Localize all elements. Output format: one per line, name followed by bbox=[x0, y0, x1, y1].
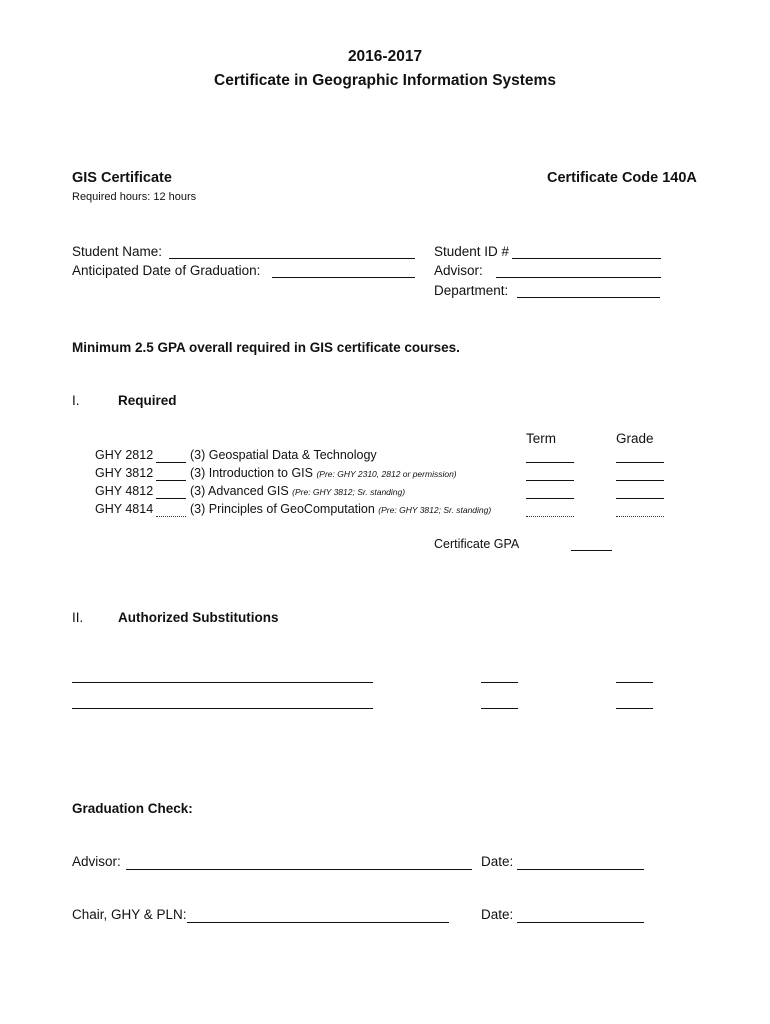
substitution-term-field[interactable] bbox=[481, 682, 518, 683]
student-name-label: Student Name: bbox=[72, 244, 163, 259]
chair-date-field[interactable] bbox=[517, 922, 644, 923]
student-id-label: Student ID # bbox=[434, 244, 510, 259]
gpa-requirement-note: Minimum 2.5 GPA overall required in GIS certificate courses. bbox=[72, 340, 460, 355]
section-substitutions-heading: Authorized Substitutions bbox=[118, 610, 279, 625]
certificate-gpa-label: Certificate GPA bbox=[434, 537, 520, 551]
course-check-field[interactable] bbox=[156, 516, 186, 517]
advisor-date-label: Date: bbox=[481, 854, 514, 869]
term-column-header: Term bbox=[526, 431, 556, 446]
course-code: GHY 4814 bbox=[95, 502, 154, 516]
section-two-numeral: II. bbox=[72, 610, 84, 625]
graduation-check-heading: Graduation Check: bbox=[72, 801, 193, 816]
grade-field[interactable] bbox=[616, 462, 664, 463]
course-title: (3) Geospatial Data & Technology bbox=[190, 448, 377, 462]
course-title: (3) Principles of GeoComputation (Pre: GHY 3812; Sr. standing) bbox=[190, 502, 492, 516]
section-one-numeral: I. bbox=[72, 393, 80, 408]
form-year: 2016-2017 bbox=[347, 48, 423, 65]
grade-field[interactable] bbox=[616, 498, 664, 499]
course-check-field[interactable] bbox=[156, 498, 186, 499]
advisor-date-field[interactable] bbox=[517, 869, 644, 870]
grade-column-header: Grade bbox=[616, 431, 654, 446]
chair-date-label: Date: bbox=[481, 907, 514, 922]
chair-signature-label: Chair, GHY & PLN: bbox=[72, 907, 187, 922]
graduation-date-field[interactable] bbox=[272, 277, 415, 278]
course-title: (3) Advanced GIS (Pre: GHY 3812; Sr. standing) bbox=[190, 484, 406, 498]
course-code: GHY 3812 bbox=[95, 466, 154, 480]
substitution-grade-field[interactable] bbox=[616, 708, 653, 709]
department-field[interactable] bbox=[517, 297, 660, 298]
advisor-label: Advisor: bbox=[434, 263, 483, 278]
advisor-field[interactable] bbox=[496, 277, 661, 278]
substitution-term-field[interactable] bbox=[481, 708, 518, 709]
grade-field[interactable] bbox=[616, 480, 664, 481]
term-field[interactable] bbox=[526, 516, 574, 517]
course-prerequisite: (Pre: GHY 2310, 2812 or permission) bbox=[316, 469, 457, 479]
course-prerequisite: (Pre: GHY 3812; Sr. standing) bbox=[378, 505, 492, 515]
graduation-date-label: Anticipated Date of Graduation: bbox=[72, 263, 261, 278]
certificate-code: Certificate Code 140A bbox=[547, 170, 697, 186]
required-hours: Required hours: 12 hours bbox=[72, 191, 197, 203]
course-code: GHY 4812 bbox=[95, 484, 154, 498]
course-prerequisite: (Pre: GHY 3812; Sr. standing) bbox=[292, 487, 406, 497]
substitution-grade-field[interactable] bbox=[616, 682, 653, 683]
course-check-field[interactable] bbox=[156, 462, 186, 463]
certificate-gpa-field[interactable] bbox=[571, 550, 612, 551]
course-check-field[interactable] bbox=[156, 480, 186, 481]
chair-signature-field[interactable] bbox=[187, 922, 449, 923]
department-label: Department: bbox=[434, 283, 509, 298]
certificate-name: GIS Certificate bbox=[72, 170, 172, 186]
course-code: GHY 2812 bbox=[95, 448, 154, 462]
advisor-signature-field[interactable] bbox=[126, 869, 472, 870]
term-field[interactable] bbox=[526, 462, 574, 463]
grade-field[interactable] bbox=[616, 516, 664, 517]
term-field[interactable] bbox=[526, 498, 574, 499]
term-field[interactable] bbox=[526, 480, 574, 481]
course-title: (3) Introduction to GIS (Pre: GHY 2310, 2812 or permission) bbox=[190, 466, 457, 480]
section-required-heading: Required bbox=[118, 393, 177, 408]
advisor-signature-label: Advisor: bbox=[72, 854, 121, 869]
student-name-field[interactable] bbox=[169, 258, 415, 259]
student-id-field[interactable] bbox=[512, 258, 661, 259]
substitution-course-field[interactable] bbox=[72, 682, 373, 683]
form-title: Certificate in Geographic Information Systems bbox=[214, 72, 556, 89]
substitution-course-field[interactable] bbox=[72, 708, 373, 709]
